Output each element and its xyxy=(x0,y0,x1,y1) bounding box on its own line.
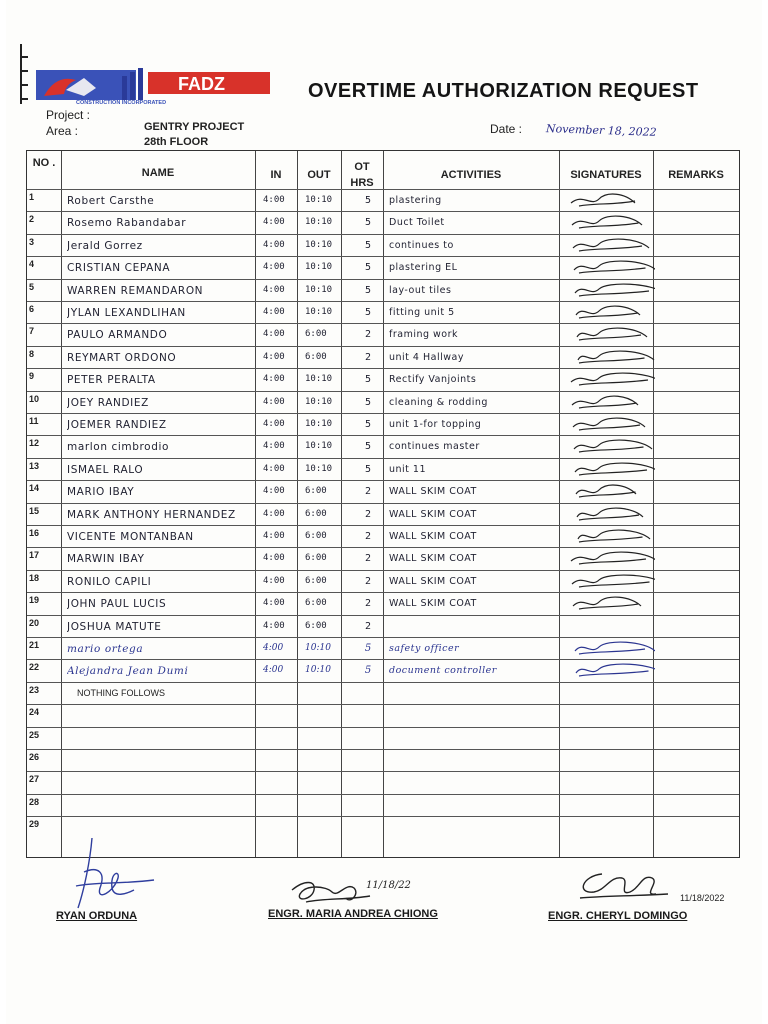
row-divider xyxy=(27,346,739,347)
row-signature xyxy=(565,258,655,276)
activity-description: WALL SKIM COAT xyxy=(389,486,477,498)
signatory-2-name: ENGR. MARIA ANDREA CHIONG xyxy=(268,908,438,920)
col-no: NO . xyxy=(32,157,56,169)
row-number: 9 xyxy=(29,371,35,382)
row-number: 5 xyxy=(29,281,35,292)
row-divider xyxy=(27,749,739,750)
activity-description: framing work xyxy=(389,329,459,341)
time-out: 10:10 xyxy=(305,643,331,653)
row-divider xyxy=(27,323,739,324)
activity-description: plastering EL xyxy=(389,262,458,274)
row-divider xyxy=(27,480,739,481)
employee-name: JOSHUA MATUTE xyxy=(67,620,162,633)
row-number: 22 xyxy=(29,662,40,673)
time-out: 6:00 xyxy=(305,620,327,631)
time-in: 4:00 xyxy=(263,329,285,340)
row-signature xyxy=(565,370,655,388)
ot-hours: 5 xyxy=(364,284,372,296)
time-in: 4:00 xyxy=(263,307,285,317)
row-divider xyxy=(27,391,739,392)
employee-name: RONILO CAPILI xyxy=(67,575,152,588)
activity-description: WALL SKIM COAT xyxy=(389,508,477,520)
row-divider xyxy=(27,637,739,638)
activity-description: Duct Toilet xyxy=(389,217,445,229)
time-out: 10:10 xyxy=(305,262,333,273)
row-signature xyxy=(565,460,655,478)
time-in: 4:00 xyxy=(263,665,284,676)
ot-hours: 5 xyxy=(364,441,372,453)
row-number: 18 xyxy=(29,572,40,583)
row-divider xyxy=(27,301,739,302)
ot-hours: 5 xyxy=(364,217,372,229)
row-number: 3 xyxy=(29,236,35,247)
binder-marks xyxy=(20,44,30,104)
time-in: 4:00 xyxy=(263,575,285,586)
col-remarks: REMARKS xyxy=(668,169,724,181)
row-number: 29 xyxy=(29,819,40,830)
row-signature xyxy=(565,437,655,455)
time-in: 4:00 xyxy=(263,598,285,609)
logo-wordmark: FADZ xyxy=(178,74,225,94)
activity-description: fitting unit 5 xyxy=(389,307,455,318)
time-out: 6:00 xyxy=(305,575,327,586)
row-signature xyxy=(565,393,655,411)
time-out: 6:00 xyxy=(305,531,327,541)
employee-name: VICENTE MONTAÑBAN xyxy=(67,531,194,543)
project-label: Project : xyxy=(46,108,91,122)
row-divider xyxy=(27,458,739,459)
ot-hours: 2 xyxy=(364,553,372,565)
col-signatures: SIGNATURES xyxy=(570,169,642,181)
employee-name: MARIO IBAY xyxy=(67,486,135,499)
row-number: 15 xyxy=(29,505,40,516)
row-signature xyxy=(565,415,655,433)
activity-description: unit 4 Hallway xyxy=(389,351,464,363)
signature-ryan-orduna xyxy=(54,832,174,912)
row-number: 10 xyxy=(29,393,40,404)
time-in: 4:00 xyxy=(263,463,285,474)
time-out: 6:00 xyxy=(305,351,327,362)
time-out: 10:10 xyxy=(305,195,333,205)
activity-description: continues master xyxy=(389,441,480,453)
time-in: 4:00 xyxy=(263,351,285,362)
row-divider xyxy=(27,189,739,190)
time-out: 10:10 xyxy=(305,284,333,295)
employee-name: JOHN PAUL LUCIS xyxy=(67,598,167,611)
ot-hours: 5 xyxy=(364,239,372,251)
ot-hours: 5 xyxy=(364,419,372,430)
activity-description: WALL SKIM COAT xyxy=(389,575,477,587)
row-signature xyxy=(565,191,655,209)
activity-description: safety officer xyxy=(389,643,460,654)
row-divider xyxy=(27,435,739,436)
ot-hours: 2 xyxy=(364,329,372,341)
ot-hours: 2 xyxy=(364,575,372,587)
activity-description: WALL SKIM COAT xyxy=(389,598,477,610)
signatory-2-date: 11/18/22 xyxy=(366,880,411,891)
ot-hours: 5 xyxy=(364,463,372,475)
employee-name: CRISTIAN CEPAÑA xyxy=(67,262,171,275)
activity-description: WALL SKIM COAT xyxy=(389,531,477,542)
row-number: 4 xyxy=(29,259,35,270)
time-in: 4:00 xyxy=(263,419,285,429)
time-in: 4:00 xyxy=(263,195,285,205)
employee-name: Rosemo Rabandabar xyxy=(67,217,187,230)
row-divider xyxy=(27,704,739,705)
employee-name: MARK ANTHONY HERNANDEZ xyxy=(67,508,236,521)
time-out: 6:00 xyxy=(305,553,327,564)
ot-hours: 5 xyxy=(364,307,372,318)
row-number: 19 xyxy=(29,595,40,606)
row-number: 26 xyxy=(29,752,40,762)
time-out: 6:00 xyxy=(305,329,327,340)
row-signature xyxy=(565,527,655,545)
time-in: 4:00 xyxy=(263,620,285,631)
row-divider xyxy=(27,211,739,212)
time-out: 10:10 xyxy=(305,441,333,452)
row-divider xyxy=(27,771,739,772)
row-divider xyxy=(27,503,739,504)
area-label: Area : xyxy=(46,124,79,138)
row-number: 13 xyxy=(29,460,40,471)
row-number: 8 xyxy=(29,348,35,359)
employee-name: ISMAEL RALO xyxy=(67,463,144,476)
row-divider xyxy=(27,234,739,235)
row-signature xyxy=(565,594,655,612)
time-in: 4:00 xyxy=(263,217,285,228)
overtime-table xyxy=(26,150,740,858)
row-divider xyxy=(27,816,739,817)
signature-cheryl-domingo xyxy=(572,866,672,906)
col-in: IN xyxy=(270,169,282,181)
ot-hours: 2 xyxy=(364,620,372,632)
ot-hours: 2 xyxy=(364,486,372,498)
row-divider xyxy=(27,615,739,616)
row-number: 14 xyxy=(29,483,40,494)
employee-name: JOEMER RANDIEZ xyxy=(67,419,167,431)
employee-name: marlon cimbrodio xyxy=(67,441,170,454)
time-out: 6:00 xyxy=(305,598,327,609)
time-out: 10:10 xyxy=(305,419,333,429)
time-out: 10:10 xyxy=(305,307,333,317)
time-out: 6:00 xyxy=(305,486,327,497)
row-number: 17 xyxy=(29,550,40,561)
activity-description: lay-out tiles xyxy=(389,284,452,296)
ot-hours: 5 xyxy=(364,195,372,206)
time-in: 4:00 xyxy=(263,553,285,564)
ot-hours: 2 xyxy=(364,531,372,542)
row-signature xyxy=(565,482,655,500)
nothing-follows-note: NOTHING FOLLOWS xyxy=(77,687,166,698)
employee-name: Robert Carsthe xyxy=(67,195,155,207)
activity-description: plastering xyxy=(389,195,442,206)
employee-name: Alejandra Jean Dumi xyxy=(67,665,189,678)
row-number: 6 xyxy=(29,304,35,314)
time-in: 4:00 xyxy=(263,508,285,519)
row-divider xyxy=(27,368,739,369)
row-divider xyxy=(27,570,739,571)
row-divider xyxy=(27,279,739,280)
row-number: 23 xyxy=(29,684,40,695)
employee-name: REYMART ORDONO xyxy=(67,351,177,364)
activity-description: cleaning & rodding xyxy=(389,396,488,408)
row-divider xyxy=(27,794,739,795)
activity-description: Rectify Vanjoints xyxy=(389,374,477,386)
row-number: 11 xyxy=(29,416,39,426)
row-number: 24 xyxy=(29,707,40,718)
time-in: 4:00 xyxy=(263,284,285,295)
time-in: 4:00 xyxy=(263,396,285,407)
col-ot-hrs: OT HRS xyxy=(350,161,374,189)
row-divider xyxy=(27,525,739,526)
time-in: 4:00 xyxy=(263,441,285,452)
employee-name: JYLAN LEXANDLIHAN xyxy=(67,307,186,319)
form-page xyxy=(6,0,762,1024)
form-title: OVERTIME AUTHORIZATION REQUEST xyxy=(308,80,699,102)
time-in: 4:00 xyxy=(263,262,285,273)
row-number: 2 xyxy=(29,214,35,225)
col-out: OUT xyxy=(307,169,331,181)
row-divider xyxy=(27,256,739,257)
time-out: 10:10 xyxy=(305,396,333,407)
ot-hours: 5 xyxy=(364,374,372,386)
row-number: 28 xyxy=(29,796,40,807)
row-signature xyxy=(565,281,655,299)
row-signature xyxy=(565,639,655,657)
activity-description: WALL SKIM COAT xyxy=(389,553,477,565)
row-signature xyxy=(565,549,655,567)
signatory-3-name: ENGR. CHERYL DOMINGO xyxy=(548,910,688,922)
row-divider xyxy=(27,659,739,660)
row-signature xyxy=(565,572,655,590)
row-signature xyxy=(565,505,655,523)
row-number: 21 xyxy=(29,640,40,650)
signatory-3-date: 11/18/2022 xyxy=(680,893,725,903)
ot-hours: 2 xyxy=(364,351,372,363)
row-divider xyxy=(27,682,739,683)
ot-hours: 5 xyxy=(364,396,372,408)
row-number: 27 xyxy=(29,774,40,785)
date-label: Date : xyxy=(490,122,523,136)
col-name: NAME xyxy=(141,167,175,179)
employee-name: Jerald Gorrez xyxy=(67,239,143,252)
activity-description: document controller xyxy=(389,665,497,677)
ot-hours: 2 xyxy=(364,508,372,520)
activity-description: continues to xyxy=(389,239,454,251)
col-activities: ACTIVITIES xyxy=(440,169,502,181)
employee-name: PETER PERALTA xyxy=(67,374,156,387)
employee-name: mario ortega xyxy=(67,643,144,655)
ot-hours: 5 xyxy=(364,262,372,274)
row-number: 1 xyxy=(29,192,35,202)
row-number: 12 xyxy=(29,438,40,449)
time-out: 6:00 xyxy=(305,508,327,519)
signatory-1-name: RYAN ORDUNA xyxy=(56,910,138,922)
employee-name: PAULO ARMANDO xyxy=(67,329,168,342)
ot-hours: 5 xyxy=(364,665,372,677)
signature-maria-chiong xyxy=(286,872,376,912)
time-in: 4:00 xyxy=(263,486,285,497)
project-value: GENTRY PROJECT xyxy=(144,121,245,133)
activity-description: unit 11 xyxy=(389,463,427,475)
time-out: 10:10 xyxy=(305,239,333,250)
row-divider xyxy=(27,413,739,414)
logo-tagline: CONSTRUCTION INCORPORATED xyxy=(76,100,167,106)
time-out: 10:10 xyxy=(305,374,333,385)
row-divider xyxy=(27,592,739,593)
row-signature xyxy=(565,661,655,679)
row-number: 20 xyxy=(29,617,40,628)
row-divider xyxy=(27,727,739,728)
row-signature xyxy=(565,213,655,231)
time-out: 10:10 xyxy=(305,217,333,228)
ot-hours: 5 xyxy=(364,643,372,654)
time-in: 4:00 xyxy=(263,374,285,385)
row-number: 7 xyxy=(29,326,35,337)
row-signature xyxy=(565,325,655,343)
row-number: 16 xyxy=(29,528,40,538)
time-out: 10:10 xyxy=(305,463,333,474)
time-in: 4:00 xyxy=(263,239,285,250)
company-logo xyxy=(36,66,272,106)
activity-description: unit 1-for topping xyxy=(389,419,482,430)
row-number: 25 xyxy=(29,729,40,740)
row-signature xyxy=(565,236,655,254)
employee-name: MARWIN IBAY xyxy=(67,553,145,566)
employee-name: WARREN REMANDARON xyxy=(67,284,204,297)
date-value: November 18, 2022 xyxy=(545,122,657,139)
employee-name: JOEY RANDIEZ xyxy=(67,396,149,409)
row-divider xyxy=(27,547,739,548)
ot-hours: 2 xyxy=(364,598,372,610)
time-in: 4:00 xyxy=(263,643,284,653)
area-value: 28th FLOOR xyxy=(144,136,209,148)
time-in: 4:00 xyxy=(263,531,285,541)
row-signature xyxy=(565,303,655,321)
row-signature xyxy=(565,348,655,366)
time-out: 10:10 xyxy=(305,665,331,676)
